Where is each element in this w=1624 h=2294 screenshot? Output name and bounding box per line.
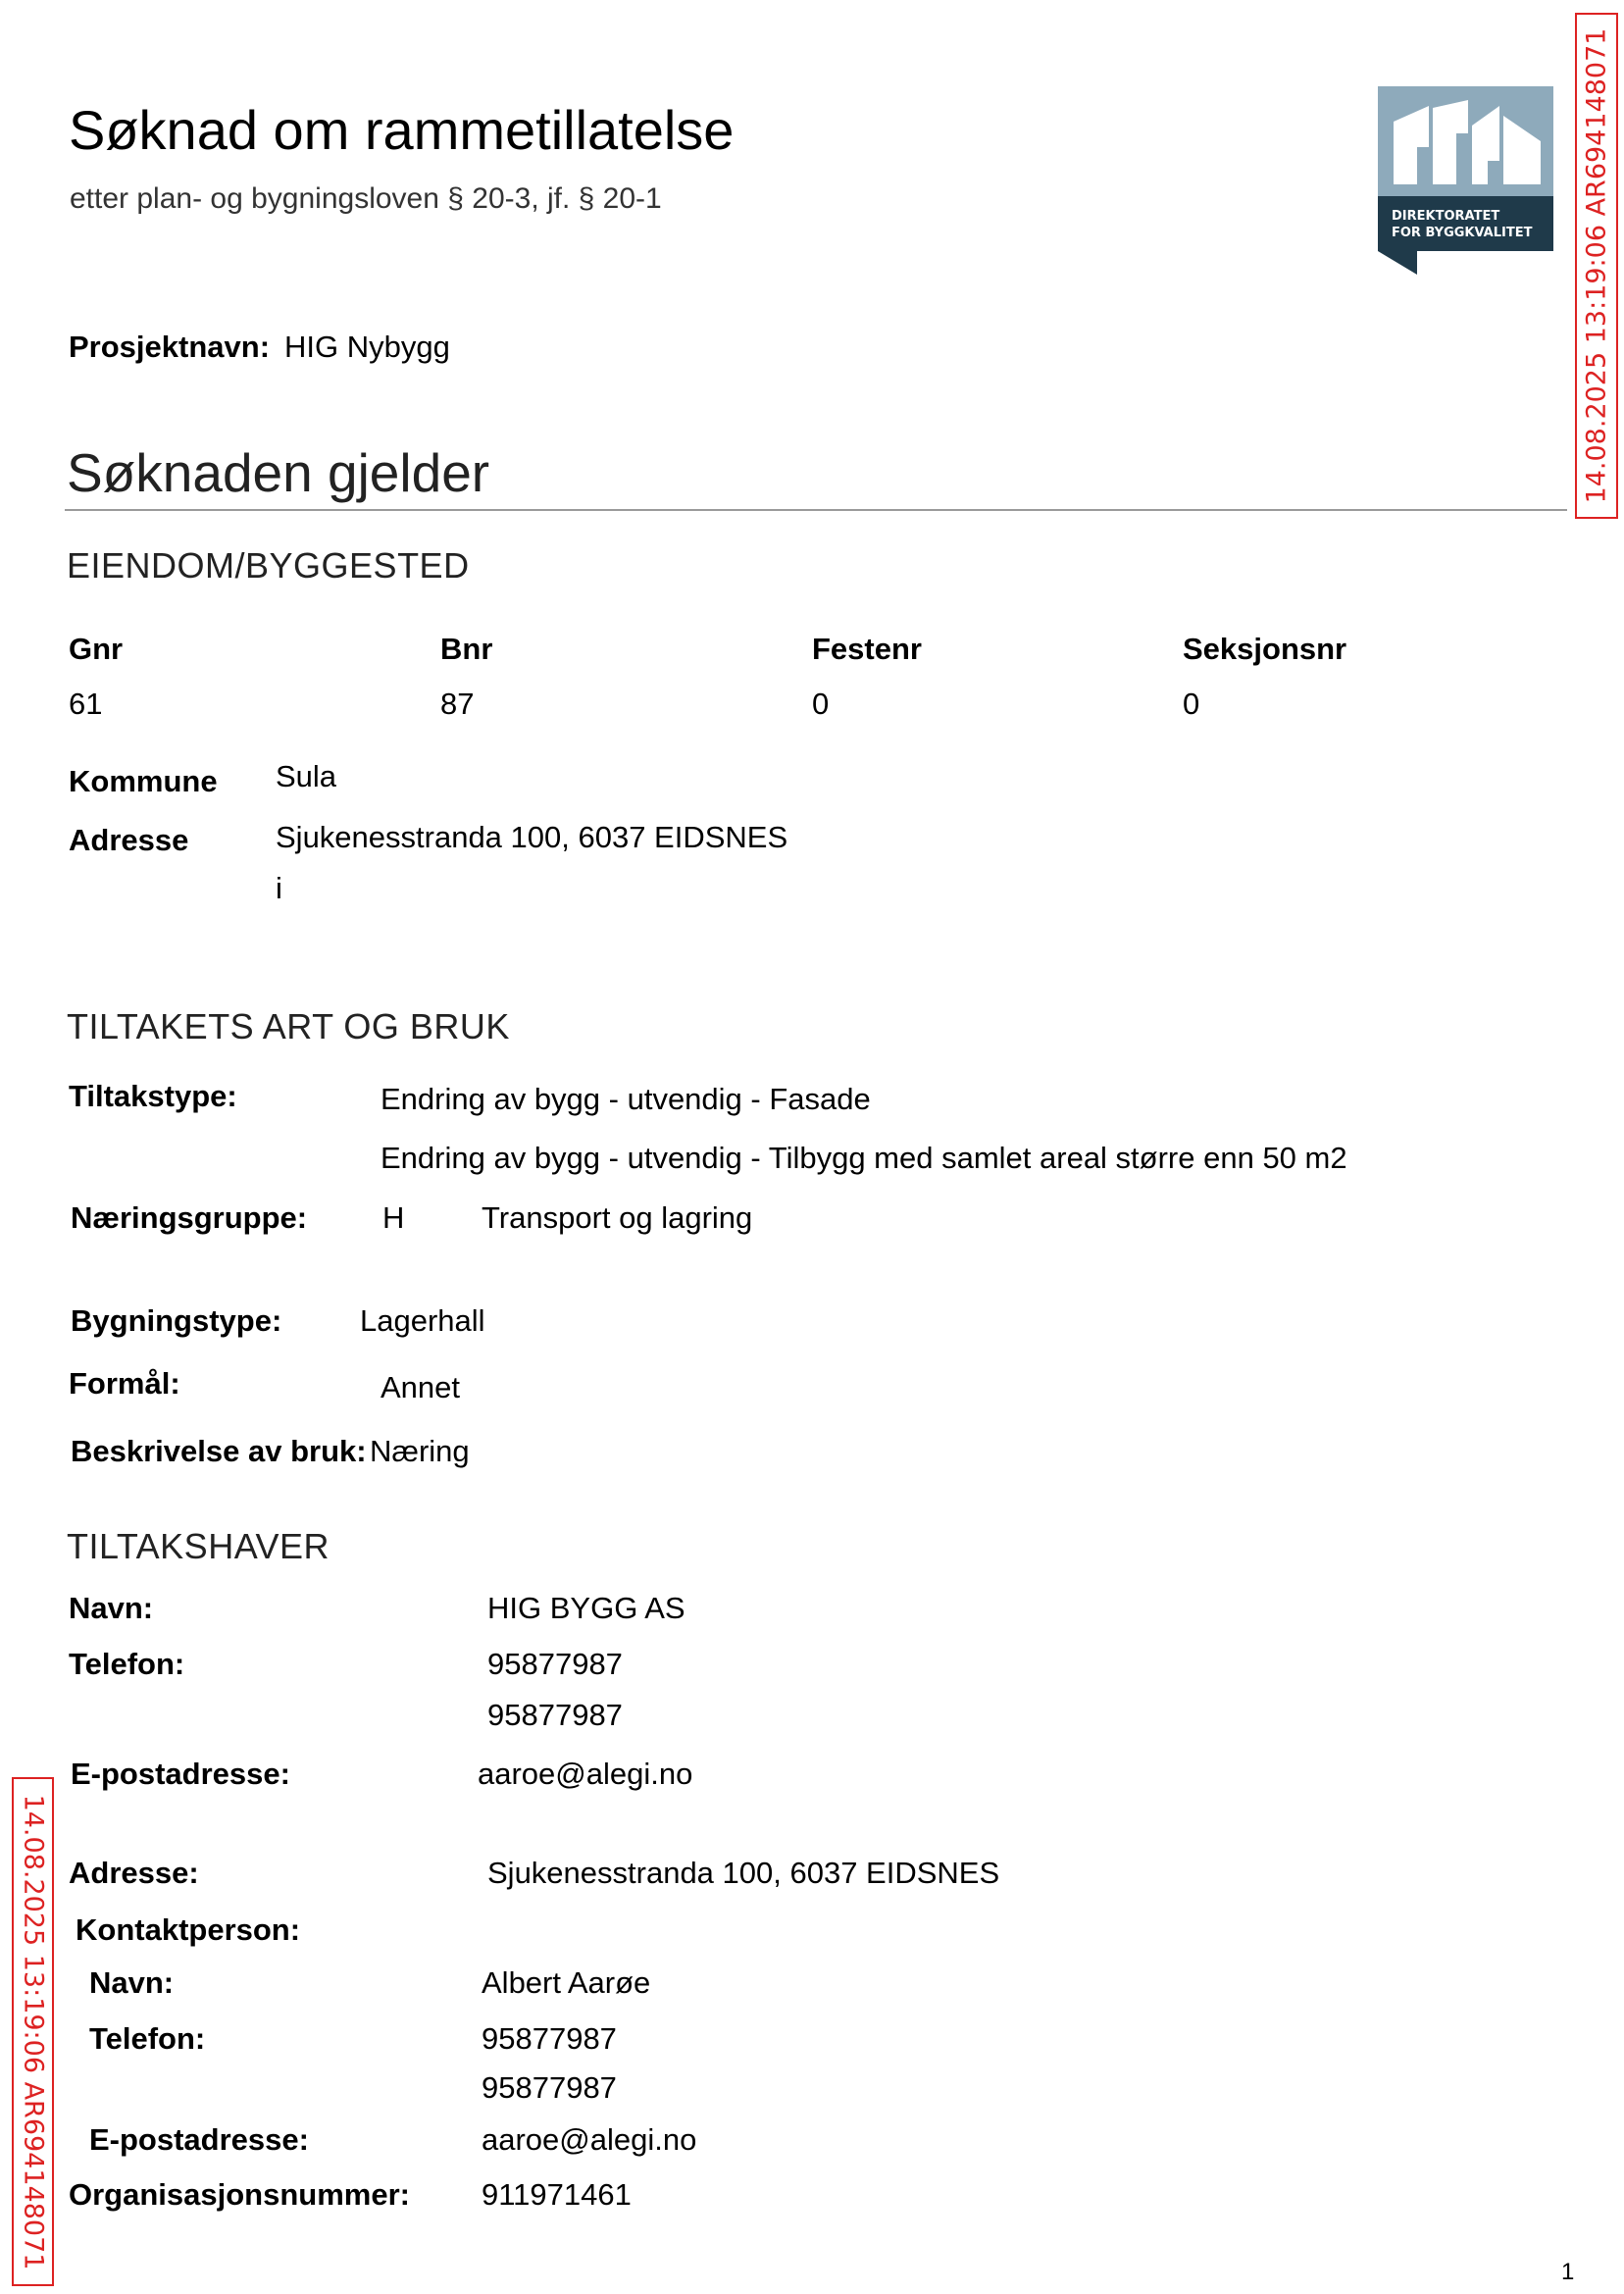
- gnr-value: 61: [69, 687, 103, 721]
- contact-phone-2: 95877987: [482, 2070, 617, 2105]
- purpose-value: Annet: [381, 1370, 461, 1404]
- owner-phone-label: Telefon:: [69, 1647, 185, 1681]
- divider: [65, 509, 1567, 511]
- org-number-value: 911971461: [482, 2177, 632, 2212]
- building-type-label: Bygningstype:: [71, 1303, 282, 1338]
- date-stamp-text: 14.08.2025 13:19:06 AR694148071: [18, 1794, 48, 2269]
- date-stamp-right: [1575, 13, 1618, 519]
- owner-phone-2: 95877987: [487, 1698, 623, 1732]
- owner-name-value: HIG BYGG AS: [487, 1591, 685, 1625]
- gnr-label: Gnr: [69, 632, 124, 666]
- purpose-label: Formål:: [69, 1366, 180, 1401]
- industry-label: Næringsgruppe:: [71, 1200, 308, 1235]
- municipality-label: Kommune: [69, 764, 218, 798]
- dibk-logo: [1378, 86, 1553, 275]
- bnr-value: 87: [440, 687, 475, 721]
- project-label: Prosjektnavn:: [69, 330, 271, 364]
- bnr-label: Bnr: [440, 632, 493, 666]
- date-stamp-left: [12, 1777, 54, 2286]
- measure-heading: TILTAKETS ART OG BRUK: [67, 1006, 510, 1046]
- municipality-value: Sula: [276, 759, 337, 793]
- festenr-label: Festenr: [812, 632, 922, 666]
- owner-phone-1: 95877987: [487, 1647, 623, 1681]
- property-heading: EIENDOM/BYGGESTED: [67, 545, 470, 586]
- owner-address-label: Adresse:: [69, 1856, 199, 1890]
- address-extra: i: [276, 871, 282, 905]
- seksjonsnr-label: Seksjonsnr: [1183, 632, 1347, 666]
- building-type-value: Lagerhall: [360, 1303, 485, 1338]
- measure-type-1: Endring av bygg - utvendig - Fasade: [381, 1082, 871, 1116]
- contact-phone-1: 95877987: [482, 2021, 617, 2056]
- page-title: Søknad om rammetillatelse: [69, 99, 735, 161]
- industry-name: Transport og lagring: [482, 1200, 753, 1235]
- project-value: HIG Nybygg: [284, 330, 450, 364]
- owner-email-value: aaroe@alegi.no: [478, 1757, 693, 1791]
- owner-heading: TILTAKSHAVER: [67, 1526, 330, 1566]
- logo-text-2: FOR BYGGKVALITET: [1392, 226, 1533, 240]
- measure-type-2: Endring av bygg - utvendig - Tilbygg med samlet areal større enn 50 m2: [381, 1141, 1347, 1175]
- org-number-label: Organisasjonsnummer:: [69, 2177, 410, 2212]
- measure-type-label: Tiltakstype:: [69, 1079, 237, 1113]
- contact-name-value: Albert Aarøe: [482, 1965, 651, 2000]
- owner-name-label: Navn:: [69, 1591, 154, 1625]
- owner-email-label: E-postadresse:: [71, 1757, 290, 1791]
- contact-label: Kontaktperson:: [76, 1912, 301, 1947]
- owner-address-value: Sjukenesstranda 100, 6037 EIDSNES: [487, 1856, 1000, 1890]
- use-label: Beskrivelse av bruk:: [71, 1434, 367, 1468]
- contact-phone-label: Telefon:: [89, 2021, 206, 2056]
- logo-text-1: DIREKTORATET: [1392, 209, 1500, 224]
- section-heading: Søknaden gjelder: [67, 442, 490, 503]
- address-label: Adresse: [69, 823, 189, 857]
- use-value: Næring: [370, 1434, 470, 1468]
- contact-name-label: Navn:: [89, 1965, 175, 2000]
- seksjonsnr-value: 0: [1183, 687, 1200, 721]
- festenr-value: 0: [812, 687, 830, 721]
- industry-code: H: [382, 1200, 405, 1235]
- contact-email-label: E-postadresse:: [89, 2122, 309, 2157]
- date-stamp-text: 14.08.2025 13:19:06 AR694148071: [1581, 27, 1612, 504]
- contact-email-value: aaroe@alegi.no: [482, 2122, 697, 2157]
- building-logo-icon: [1378, 86, 1553, 275]
- page-number: 1: [1561, 2259, 1575, 2285]
- page-subtitle: etter plan- og bygningsloven § 20-3, jf. § 20-1: [70, 182, 662, 215]
- address-value: Sjukenesstranda 100, 6037 EIDSNES: [276, 820, 788, 854]
